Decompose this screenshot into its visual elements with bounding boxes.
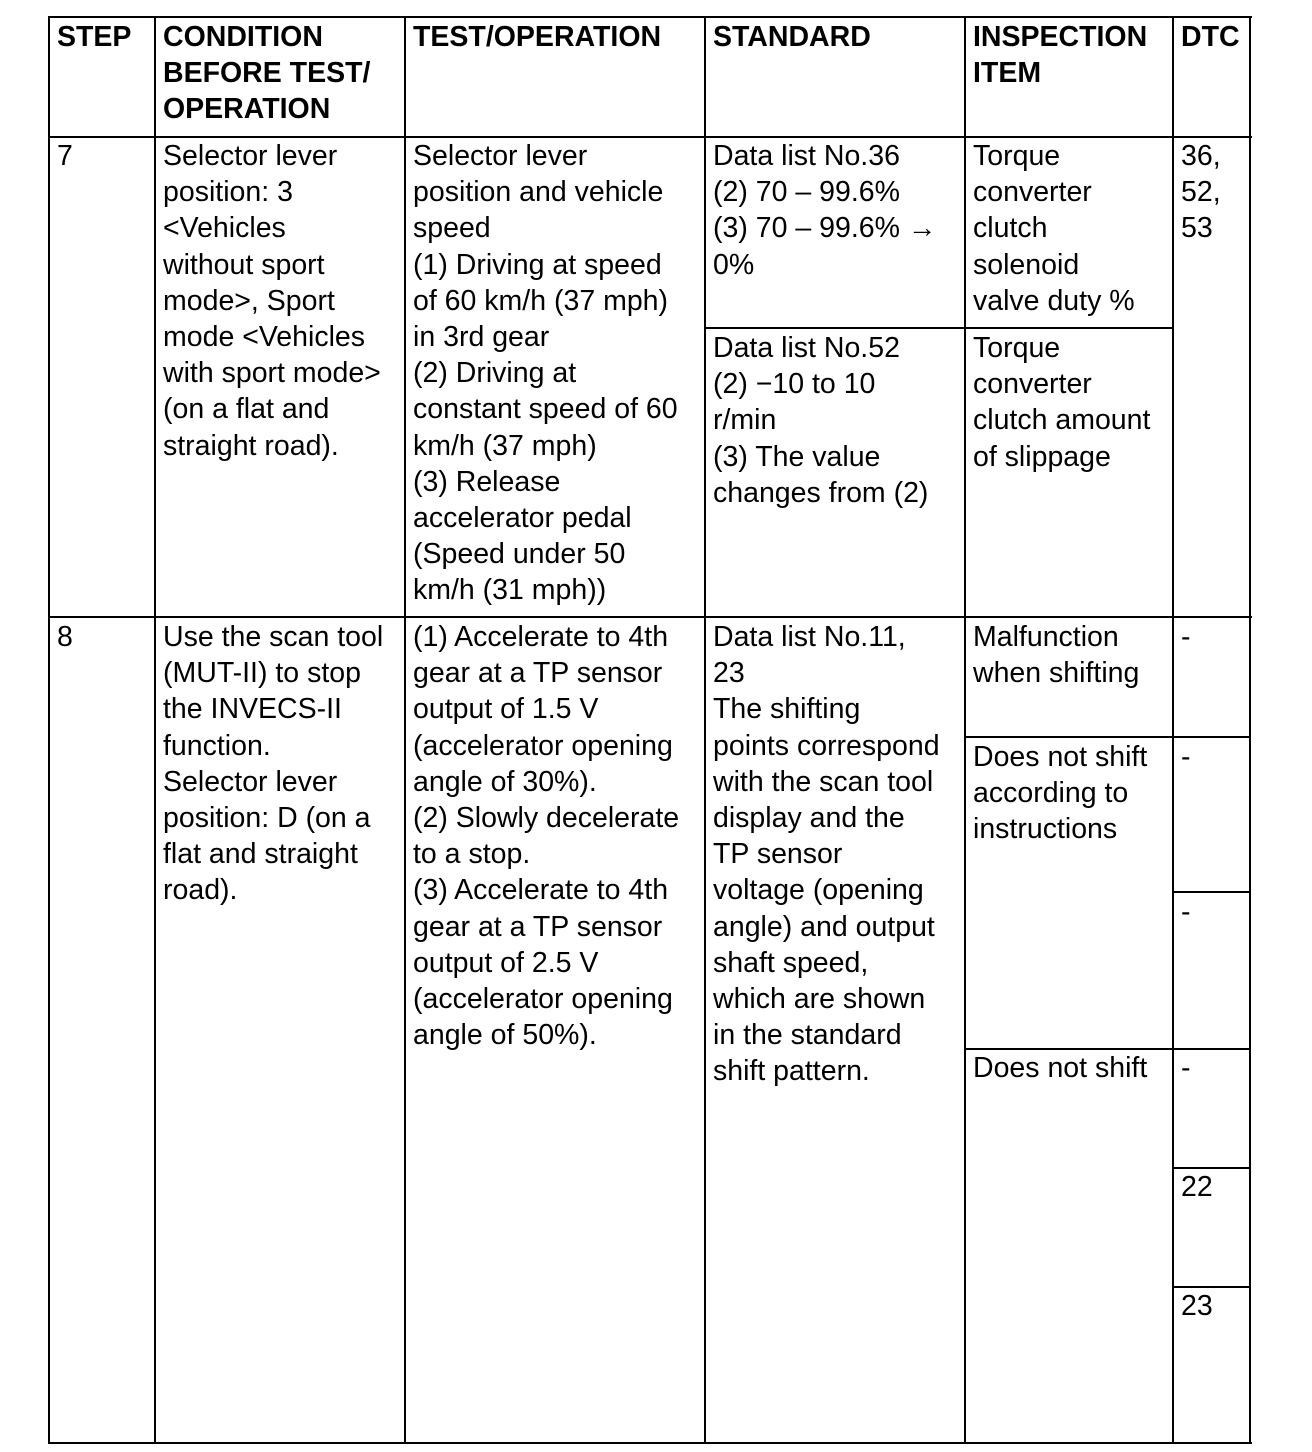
dtc-cell-line: - [1181,621,1191,653]
header-condition [163,19,370,128]
test-operation-cell-line: Selector lever [413,140,588,172]
test-operation-cell-line: speed [413,212,491,245]
header-inspection-item-line: INSPECTION [973,21,1148,53]
standard-cell [713,330,928,511]
dtc-cell [1181,894,1191,930]
header-dtc-line: DTC [1181,21,1240,53]
step-number [57,138,73,174]
test-operation-cell-line: position and vehicle [413,176,664,209]
standard-cell-line: 23 [713,657,745,690]
table-border-right [1249,16,1251,1444]
inspection-item-cell-line: clutch [973,212,1048,245]
subrow-divider [704,327,1174,329]
header-standard [713,19,871,55]
inspection-item-cell [973,739,1147,848]
dtc-cell-line: 53 [1181,212,1213,245]
standard-cell [713,138,936,283]
standard-cell-line: with the scan tool [713,765,934,798]
standard-cell-line: display and the [713,802,905,835]
standard-cell-line: (2) 70 – 99.6% [713,176,900,209]
standard-cell-line: (2) −10 to 10 [713,368,876,401]
standard-cell-line: Data list No.52 [713,332,900,364]
test-operation-cell-line: angle of 30%). [413,765,597,798]
standard-cell-line: changes from (2) [713,476,929,509]
standard-cell-line: Data list No.36 [713,140,900,172]
header-dtc [1181,19,1240,55]
table-border-top [48,16,1252,18]
test-operation-cell-line: in 3rd gear [413,321,550,354]
standard-cell-line: Data list No.11, [713,621,906,653]
inspection-item-cell-line: when shifting [973,657,1140,690]
condition-cell-line: position: 3 [163,176,293,209]
inspection-item-cell-line: Does not shift [973,741,1148,773]
condition-cell-line: Selector lever [163,765,338,798]
standard-cell-line: angle) and output [713,910,935,943]
inspection-item-cell-line: instructions [973,813,1118,846]
column-divider [964,16,966,1444]
inspection-item-cell-line: Torque [973,140,1061,172]
inspection-item-cell [973,619,1139,691]
step-number-line: 8 [57,621,73,653]
inspection-item-cell-line: converter [973,176,1092,209]
header-inspection-item-line: ITEM [973,57,1042,90]
inspection-item-cell-line: Malfunction [973,621,1119,653]
test-operation-cell-line: constant speed of 60 [413,393,678,426]
condition-cell-line: with sport mode> [163,357,381,390]
standard-cell-line: (3) The value [713,440,881,473]
condition-cell-line: mode <Vehicles [163,321,366,354]
test-operation-cell-line: output of 2.5 V [413,946,599,979]
condition-cell-line: straight road). [163,429,339,462]
inspection-item-cell [973,138,1135,319]
condition-cell-line: (MUT-II) to stop [163,657,361,690]
table-border-left [48,16,50,1444]
test-operation-cell-line: km/h (37 mph) [413,429,597,462]
inspection-item-cell-line: solenoid [973,248,1080,281]
column-divider [1172,16,1174,1444]
inspection-item-cell [973,1050,1147,1086]
condition-cell-line: position: D (on a [163,802,371,835]
dtc-cell [1181,138,1221,247]
condition-cell-line: road). [163,874,238,907]
standard-cell-line: (3) 70 – 99.6% → [713,212,937,245]
header-step-line: STEP [57,21,132,53]
test-operation-cell-line: of 60 km/h (37 mph) [413,284,669,317]
inspection-item-cell-line: according to [973,777,1129,810]
header-standard-line: STANDARD [713,21,871,53]
dtc-cell-line: 52, [1181,176,1221,209]
standard-cell [713,619,940,1090]
dtc-cell [1181,1050,1191,1086]
condition-cell-line: <Vehicles [163,212,286,245]
column-divider [154,16,156,1444]
test-operation-cell-line: (2) Driving at [413,357,577,390]
table-border-bottom [48,1442,1252,1444]
condition-cell [163,619,383,909]
step-number-line: 7 [57,140,73,172]
standard-cell-line: TP sensor [713,838,843,871]
test-operation-cell-line: (3) Accelerate to 4th [413,874,669,907]
inspection-item-cell-line: of slippage [973,440,1111,473]
inspection-item-cell-line: Does not shift [973,1052,1148,1084]
standard-cell-line: r/min [713,404,777,437]
test-operation-cell-line: to a stop. [413,838,531,871]
test-operation-cell-line: (accelerator opening [413,729,673,762]
condition-cell-line: Selector lever [163,140,338,172]
dtc-cell [1181,739,1191,775]
test-operation-cell-line: (3) Release [413,465,561,498]
inspection-item-cell-line: valve duty % [973,284,1135,317]
subrow-divider [1172,891,1250,893]
header-test-operation [413,19,661,55]
test-operation-cell-line: (Speed under 50 [413,538,626,571]
dtc-cell-line: 22 [1181,1171,1213,1203]
dtc-cell-line: 23 [1181,1290,1213,1322]
header-step [57,19,131,55]
condition-cell-line: without sport [163,248,325,281]
condition-cell-line: function. [163,729,271,762]
dtc-cell [1181,1288,1213,1324]
column-divider [404,16,406,1444]
test-operation-cell-line: km/h (31 mph)) [413,574,607,607]
condition-cell [163,138,381,464]
header-inspection-item [973,19,1147,91]
condition-cell-line: flat and straight [163,838,358,871]
test-operation-cell-line: (2) Slowly decelerate [413,802,680,835]
test-operation-cell-line: gear at a TP sensor [413,910,663,943]
test-operation-cell-line: gear at a TP sensor [413,657,663,690]
test-operation-cell [413,138,678,609]
header-test-operation-line: TEST/OPERATION [413,21,662,53]
standard-cell-line: which are shown [713,983,926,1016]
test-operation-cell-line: (1) Accelerate to 4th [413,621,669,653]
dtc-cell-line: - [1181,1052,1191,1084]
header-condition-line: OPERATION [163,93,331,126]
standard-cell-line: The shifting [713,693,861,726]
inspection-item-cell [973,330,1150,475]
header-condition-line: CONDITION [163,21,323,53]
condition-cell-line: mode>, Sport [163,284,335,317]
condition-cell-line: the INVECS-II [163,693,342,726]
dtc-cell-line: - [1181,741,1191,773]
inspection-item-cell-line: clutch amount [973,404,1151,437]
test-operation-cell [413,619,679,1053]
standard-cell-line: shift pattern. [713,1055,870,1088]
test-operation-cell-line: (1) Driving at speed [413,248,662,281]
dtc-cell [1181,1169,1213,1205]
dtc-cell [1181,619,1191,655]
dtc-cell-line: - [1181,896,1191,928]
standard-cell-line: voltage (opening [713,874,924,907]
condition-cell-line: Use the scan tool [163,621,384,653]
step-number [57,619,73,655]
test-operation-cell-line: angle of 50%). [413,1019,597,1052]
standard-cell-line: points correspond [713,729,940,762]
subrow-divider [964,736,1250,738]
inspection-item-cell-line: Torque [973,332,1061,364]
test-operation-cell-line: output of 1.5 V [413,693,599,726]
standard-cell-line: in the standard [713,1019,902,1052]
header-condition-line: BEFORE TEST/ [163,57,371,90]
inspection-item-cell-line: converter [973,368,1092,401]
test-operation-cell-line: accelerator pedal [413,502,632,535]
test-operation-cell-line: (accelerator opening [413,983,673,1016]
condition-cell-line: (on a flat and [163,393,330,426]
standard-cell-line: 0% [713,248,755,281]
standard-cell-line: shaft speed, [713,946,869,979]
row-divider [48,616,1252,618]
dtc-cell-line: 36, [1181,140,1221,172]
column-divider [704,16,706,1444]
